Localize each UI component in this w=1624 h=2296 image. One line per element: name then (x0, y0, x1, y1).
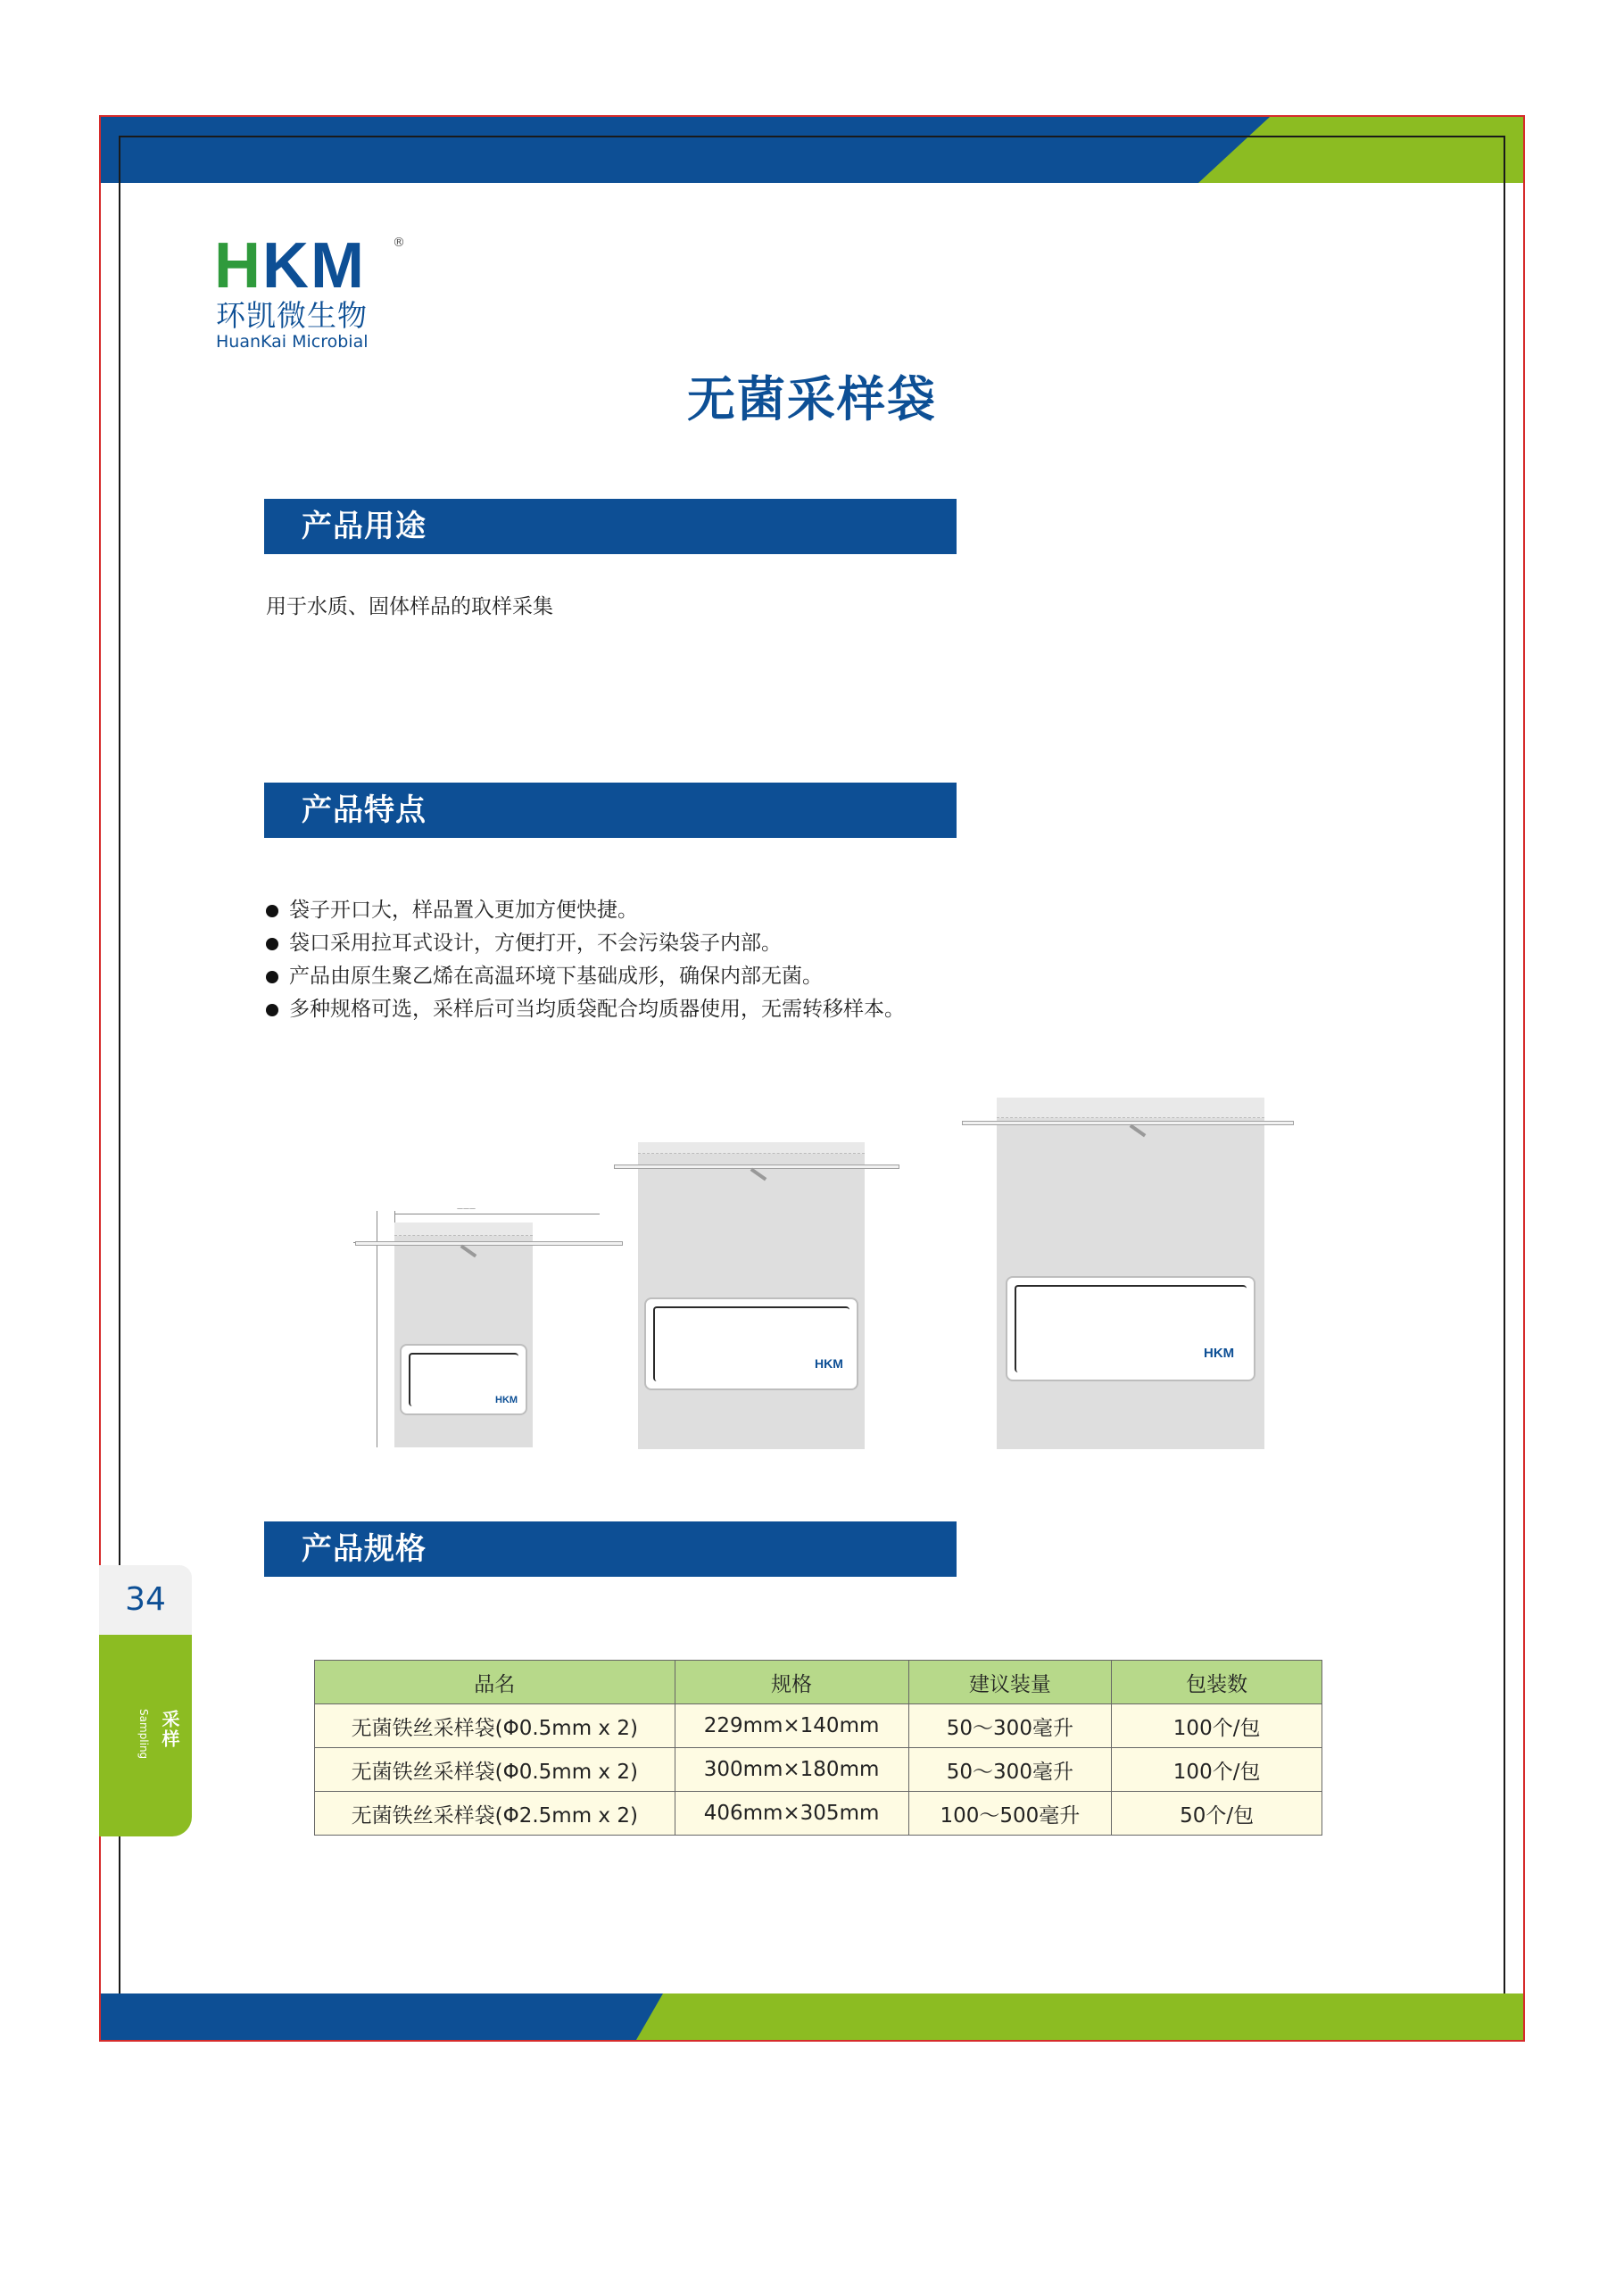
bottom-color-band (101, 1993, 1523, 2040)
cell-size: 229mm×140mm (675, 1704, 908, 1748)
page-title: 无菌采样袋 (687, 371, 937, 427)
table-row (315, 1748, 1322, 1792)
col-header-pack: 包装数 (1112, 1661, 1322, 1704)
list-item: 袋子开口大，样品置入更加方便快捷。 (264, 894, 905, 927)
logo-mark: HKM (214, 230, 366, 302)
col-header-volume: 建议装量 (908, 1661, 1112, 1704)
cell-pack: 100个/包 (1112, 1704, 1322, 1748)
section-heading-features: 产品特点 (264, 783, 957, 838)
col-header-name: 品名 (315, 1661, 675, 1704)
page-number: 34 (125, 1581, 166, 1618)
bullet-icon (266, 938, 278, 950)
cell-size: 300mm×180mm (675, 1748, 908, 1792)
cell-size: 406mm×305mm (675, 1792, 908, 1836)
logo-english-name: HuanKai Microbial (216, 332, 369, 352)
company-logo (214, 230, 410, 354)
table-row (315, 1704, 1322, 1748)
bullet-icon (266, 1004, 278, 1016)
bullet-icon (266, 905, 278, 917)
sample-bag-large: HKM (997, 1098, 1264, 1449)
cell-name: 无菌铁丝采样袋(Φ0.5mm x 2) (315, 1704, 675, 1748)
list-item: 产品由原生聚乙烯在高温环境下基础成形，确保内部无菌。 (264, 960, 905, 993)
cell-volume: 100～500毫升 (908, 1792, 1112, 1836)
cell-name: 无菌铁丝采样袋(Φ0.5mm x 2) (315, 1748, 675, 1792)
side-category-en: Sampling (137, 1709, 150, 1760)
side-tab (99, 1565, 194, 1836)
col-header-size: 规格 (675, 1661, 908, 1704)
sample-bag-small: HKM (394, 1223, 533, 1447)
sample-bag-medium: HKM (638, 1142, 865, 1449)
product-image-group: ——— HKM HKM HKM (330, 1098, 1312, 1455)
side-category-cn: 采样 (159, 1710, 180, 1749)
registered-mark: ® (393, 236, 405, 250)
section-heading-specs: 产品规格 (264, 1521, 957, 1577)
cell-volume: 50～300毫升 (908, 1748, 1112, 1792)
bullet-icon (266, 971, 278, 983)
list-item: 多种规格可选，采样后可当均质袋配合均质器使用，无需转移样本。 (264, 993, 905, 1026)
cell-pack: 50个/包 (1112, 1792, 1322, 1836)
section-heading-usage: 产品用途 (264, 499, 957, 554)
cell-pack: 100个/包 (1112, 1748, 1322, 1792)
table-header-row (315, 1661, 1322, 1704)
table-row (315, 1792, 1322, 1836)
cell-volume: 50～300毫升 (908, 1704, 1112, 1748)
usage-text: 用于水质、固体样品的取样采集 (266, 595, 553, 618)
feature-list (264, 894, 905, 1026)
logo-chinese-name: 环凯微生物 (216, 298, 368, 333)
list-item: 袋口采用拉耳式设计，方便打开，不会污染袋子内部。 (264, 927, 905, 960)
cell-name: 无菌铁丝采样袋(Φ2.5mm x 2) (315, 1792, 675, 1836)
spec-table (314, 1660, 1322, 1836)
